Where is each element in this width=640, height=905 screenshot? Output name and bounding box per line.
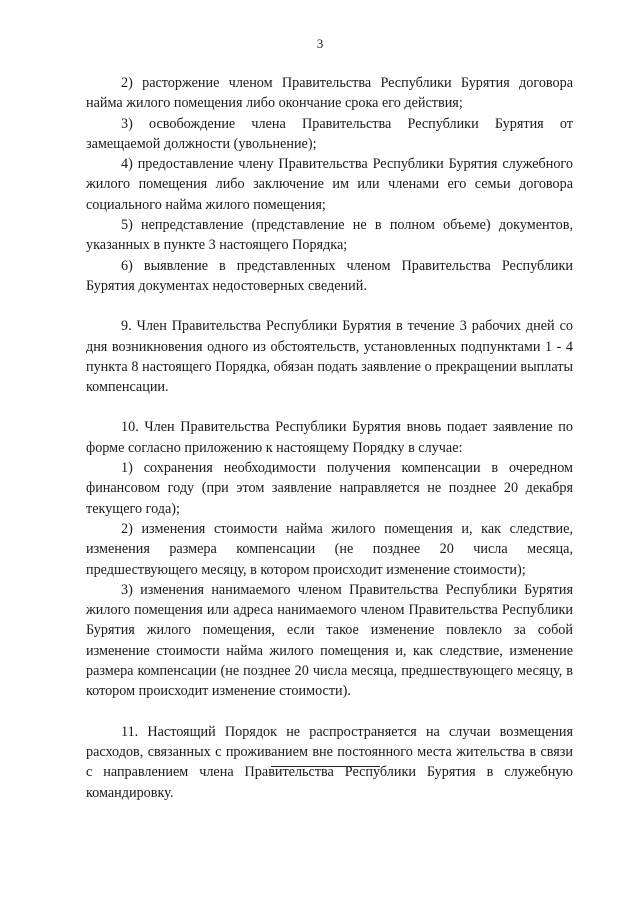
subitem-6-paragraph: 6) выявление в представленных членом Правительства Республики Бурятия документах недостоверных сведений. [86, 257, 573, 294]
clause-11-paragraph: 11. Настоящий Порядок не распространяется на случаи возмещения расходов, связанных с проживанием вне постоянного места жительства в связи с направлением члена Правительства Республики Бурятия в служебную командировку. [86, 723, 573, 801]
subitem-2-paragraph: 2) расторжение членом Правительства Республики Бурятия договора найма жилого помещения либо окончание срока его действия; [86, 75, 573, 112]
clause-10-subitem-3: 3) изменения нанимаемого членом Правительства Республики Бурятия жилого помещения или адреса нанимаемого членом Правительства Республики Бурятия жилого помещения, если такое изменение повлекло за собой изменение стоимости найма жилого помещения и, как следствие, изменение размера компенсации (не позднее 20 числа месяца, предшествующего месяцу, в котором происходит изменение стоимости). [86, 581, 573, 700]
closing-divider-line [271, 766, 380, 767]
clause-10-paragraph: 10. Член Правительства Республики Бурятия вновь подает заявление по форме согласно приложению к настоящему Порядку в случае: [86, 419, 573, 456]
page-number: 3 [316, 36, 324, 51]
clause-10-subitem-2: 2) изменения стоимости найма жилого помещения и, как следствие, изменения размера компенсации (не позднее 20 числа месяца, предшествующего месяцу, в котором происходит изменение стоимости); [86, 520, 573, 578]
subitem-3-paragraph: 3) освобождение члена Правительства Республики Бурятия от замещаемой должности (увольнение); [86, 115, 573, 152]
subitem-4-paragraph: 4) предоставление члену Правительства Республики Бурятия служебного жилого помещения либо заключение им или членами его семьи договора социального найма жилого помещения; [86, 156, 573, 213]
document-body [86, 73, 573, 803]
clause-9-paragraph: 9. Член Правительства Республики Бурятия в течение 3 рабочих дней со дня возникновения одного из обстоятельств, установленных подпунктами 1 - 4 пункта 8 настоящего Порядка, обязан подать заявление о прекращении выплаты компенсации. [86, 318, 573, 396]
subitem-5-paragraph: 5) непредставление (представление не в полном объеме) документов, указанных в пункте 3 настоящего Порядка; [86, 217, 573, 254]
clause-10-subitem-1: 1) сохранения необходимости получения компенсации в очередном финансовом году (при этом заявление направляется не позднее 20 декабря текущего года); [86, 460, 573, 517]
